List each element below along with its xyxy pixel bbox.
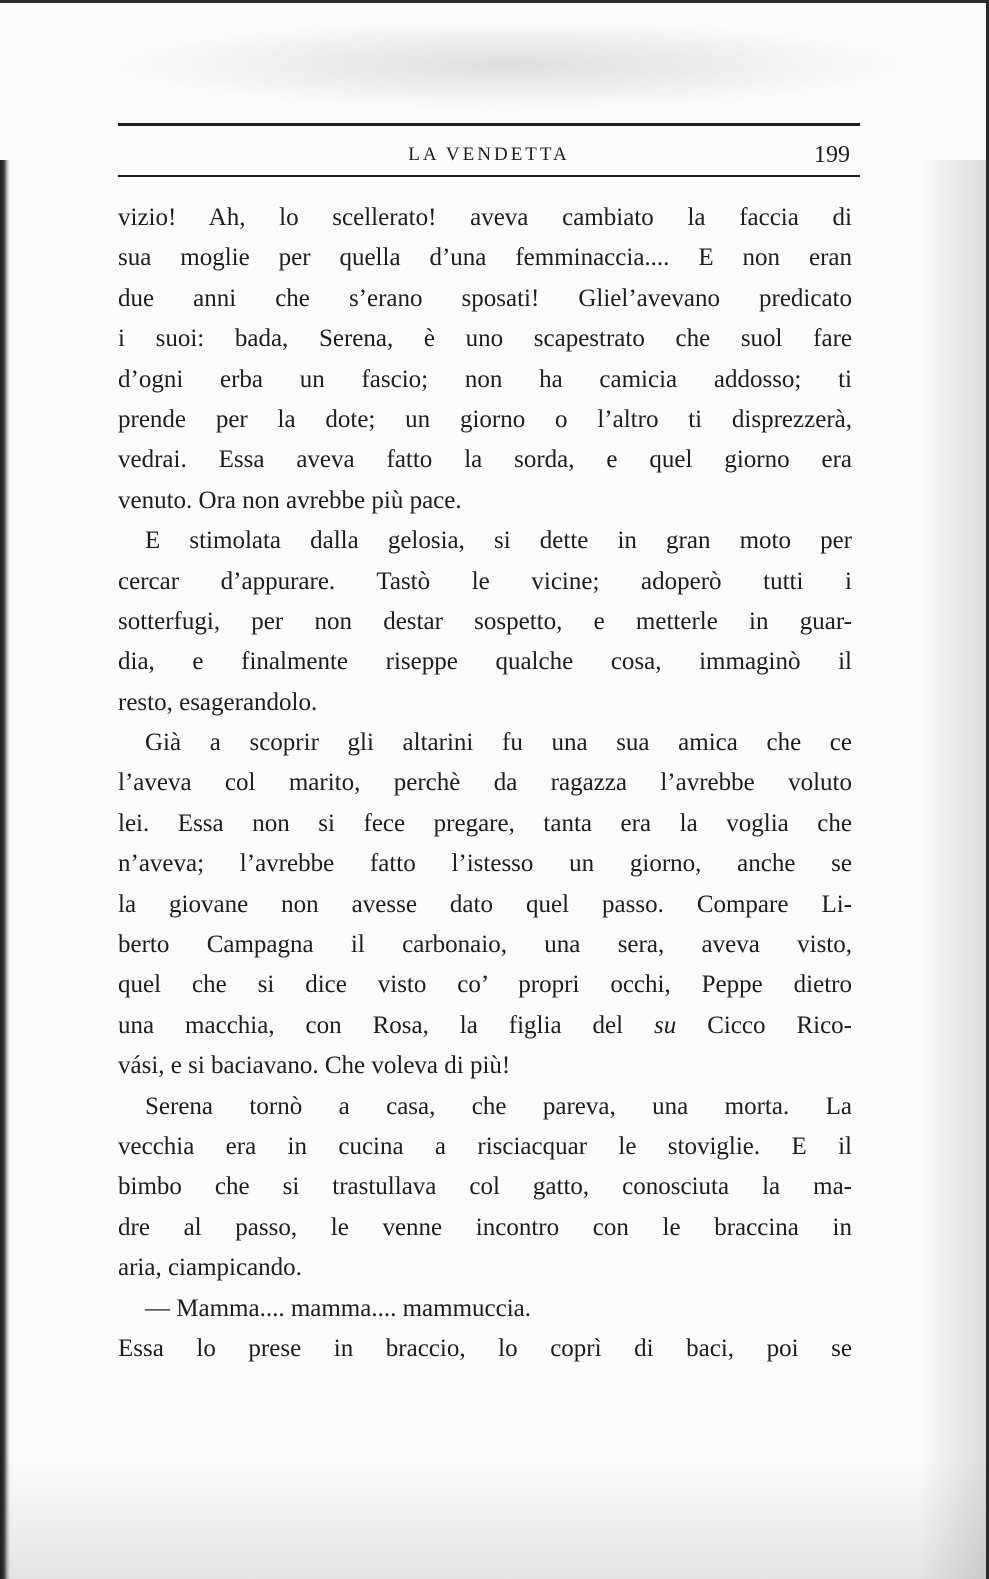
text-line: vecchia era in cucina a risciacquar le stoviglie. E il	[118, 1132, 852, 1160]
text-line: vási, e si baciavano. Che voleva di più!	[118, 1052, 511, 1080]
text-line: berto Campagna il carbonaio, una sera, aveva visto,	[118, 931, 852, 959]
text-line: d’ogni erba un fascio; non ha camicia addosso; ti	[118, 365, 852, 393]
page-number: 199	[814, 142, 850, 168]
text-line: sua moglie per quella d’una femminaccia.... E non eran	[118, 244, 852, 272]
text-line: lei. Essa non si fece pregare, tanta era la voglia che	[118, 809, 852, 837]
running-head	[118, 140, 860, 170]
text-line: l’aveva col marito, perchè da ragazza l’avrebbe voluto	[118, 769, 852, 797]
text-line: quel che si dice visto co’ propri occhi, Peppe dietro	[118, 971, 852, 999]
text-line: prende per la dote; un giorno o l’altro ti disprezzerà,	[118, 405, 852, 433]
text-line: venuto. Ora non avrebbe più pace.	[118, 486, 462, 514]
text-line: due anni che s’erano sposati! Gliel’avevano predicato	[118, 284, 852, 312]
text-line-with-italic	[118, 1006, 852, 1046]
text-line: vedrai. Essa aveva fatto la sorda, e quel giorno era	[118, 446, 852, 474]
text-line: bimbo che si trastullava col gatto, conosciuta la ma-	[118, 1173, 852, 1201]
text-line: Già a scoprir gli altarini fu una sua amica che ce	[145, 729, 852, 757]
line-start: una macchia, con Rosa, la figlia del	[118, 1011, 654, 1039]
text-line: dia, e finalmente riseppe qualche cosa, immaginò il	[118, 648, 852, 676]
italic-word: su	[654, 1011, 677, 1039]
text-line: cercar d’appurare. Tastò le vicine; adoperò tutti i	[118, 567, 852, 595]
text-line: la giovane non avesse dato quel passo. Compare Li-	[118, 890, 852, 918]
line-end: Cicco Rico-	[676, 1011, 852, 1039]
header-rule-bottom	[118, 175, 860, 177]
text-line: — Mamma.... mamma.... mammuccia.	[145, 1294, 532, 1322]
text-line: E stimolata dalla gelosia, si dette in gran moto per	[145, 527, 852, 555]
running-title: LA VENDETTA	[408, 144, 570, 165]
text-line: n’aveva; l’avrebbe fatto l’istesso un giorno, anche se	[118, 850, 852, 878]
text-line: dre al passo, le venne incontro con le braccina in	[118, 1213, 852, 1241]
text-line: sotterfugi, per non destar sospetto, e metterle in guar-	[118, 607, 852, 635]
header-rule-top	[118, 123, 860, 126]
text-line: resto, esagerandolo.	[118, 688, 318, 716]
text-line: i suoi: bada, Serena, è uno scapestrato che suol fare	[118, 325, 852, 353]
text-line: vizio! Ah, lo scellerato! aveva cambiato la faccia di	[118, 204, 852, 231]
text-line: Serena tornò a casa, che pareva, una morta. La	[145, 1092, 852, 1120]
text-line: Essa lo prese in braccio, lo coprì di baci, poi se	[118, 1334, 852, 1362]
text-line: aria, ciampicando.	[118, 1254, 302, 1282]
body-text	[118, 198, 852, 1369]
